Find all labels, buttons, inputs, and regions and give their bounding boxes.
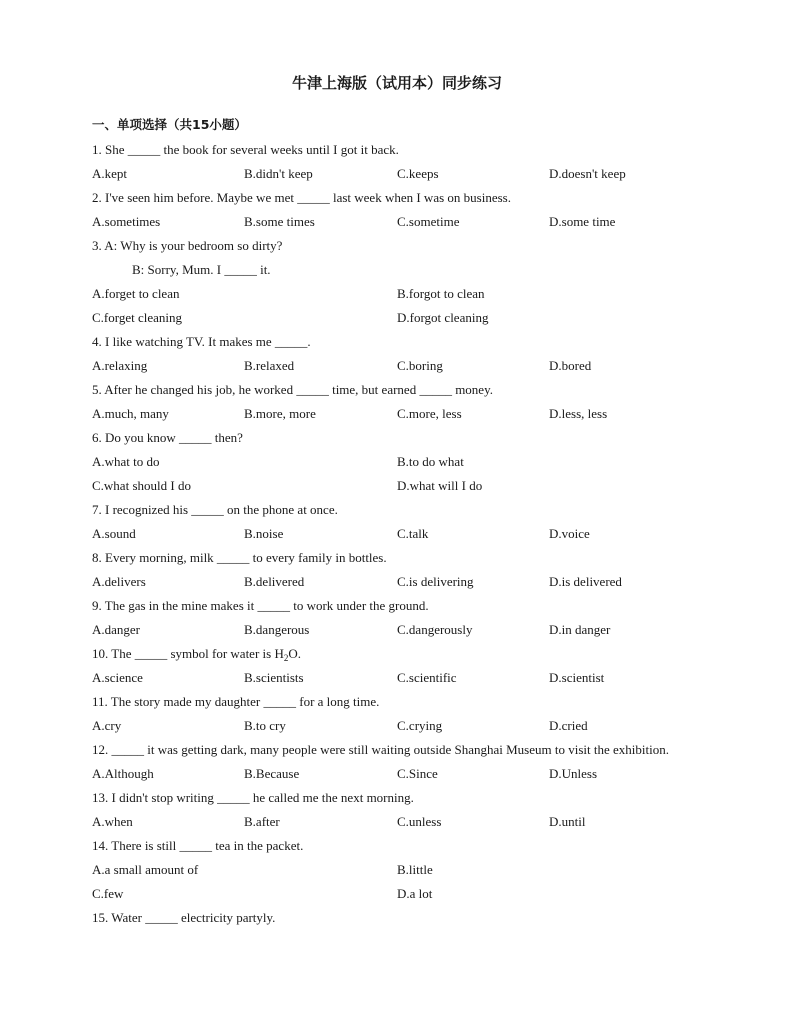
answer-option: B.scientists	[244, 670, 304, 685]
option-row	[92, 570, 732, 594]
answer-option: A.a small amount of	[92, 862, 199, 877]
option-row	[92, 402, 732, 426]
answer-option: D.forgot cleaning	[397, 310, 489, 325]
answer-option: A.what to do	[92, 454, 160, 469]
answer-option: C.few	[92, 886, 124, 901]
option-row	[92, 210, 732, 234]
answer-option: B.to do what	[397, 454, 464, 469]
answer-option: A.delivers	[92, 574, 146, 589]
option-row	[92, 810, 732, 834]
answer-option: C.more, less	[397, 406, 462, 421]
question-text: 7. I recognized his _____ on the phone at once.	[92, 502, 338, 517]
option-row	[92, 522, 732, 546]
question-text: 13. I didn't stop writing _____ he called me the next morning.	[92, 790, 414, 805]
question-stem	[92, 738, 732, 762]
question-list	[92, 138, 732, 930]
answer-option: B.dangerous	[244, 622, 310, 637]
answer-option: C.keeps	[397, 166, 439, 181]
answer-option: C.Since	[397, 766, 438, 781]
question-stem	[92, 330, 732, 354]
answer-option: D.what will I do	[397, 478, 483, 493]
answer-option: A.kept	[92, 166, 128, 181]
answer-option: A.forget to clean	[92, 286, 180, 301]
answer-option: B.didn't keep	[244, 166, 313, 181]
answer-option: C.crying	[397, 718, 443, 733]
option-row	[92, 762, 732, 786]
question-text: 5. After he changed his job, he worked _____ time, but earned _____ money.	[92, 382, 493, 397]
answer-option: C.dangerously	[397, 622, 473, 637]
answer-option: A.science	[92, 670, 143, 685]
question-text: 9. The gas in the mine makes it _____ to work under the ground.	[92, 598, 429, 613]
question-text: 1. She _____ the book for several weeks until I got it back.	[92, 142, 399, 157]
answer-option: B.to cry	[244, 718, 286, 733]
question-text: 8. Every morning, milk _____ to every family in bottles.	[92, 550, 387, 565]
question-text: 14. There is still _____ tea in the packet.	[92, 838, 304, 853]
document-title: 牛津上海版（试用本）同步练习	[291, 74, 502, 92]
question-stem	[92, 834, 732, 858]
answer-option: D.scientist	[549, 670, 605, 685]
answer-option: B.little	[397, 862, 433, 877]
answer-option: C.forget cleaning	[92, 310, 183, 325]
option-row	[92, 450, 732, 474]
answer-option: D.voice	[549, 526, 590, 541]
answer-option: C.sometime	[397, 214, 460, 229]
question-stem	[92, 378, 732, 402]
option-row	[92, 666, 732, 690]
option-row	[92, 882, 732, 906]
answer-option: D.cried	[549, 718, 588, 733]
answer-option: B.some times	[244, 214, 315, 229]
answer-option: A.sometimes	[92, 214, 161, 229]
answer-option: A.Although	[92, 766, 154, 781]
dialogue-line: B: Sorry, Mum. I _____ it.	[132, 262, 271, 277]
section-heading: 一、单项选择（共15小题）	[92, 117, 247, 132]
answer-option: A.sound	[92, 526, 136, 541]
question-text-tail: O.	[288, 646, 301, 661]
option-row	[92, 306, 732, 330]
question-stem	[92, 786, 732, 810]
answer-option: D.in danger	[549, 622, 611, 637]
option-row	[92, 618, 732, 642]
question-stem	[92, 642, 732, 666]
question-stem	[92, 426, 732, 450]
answer-option: B.noise	[244, 526, 284, 541]
question-text: 2. I've seen him before. Maybe we met _____ last week when I was on business.	[92, 190, 511, 205]
option-row	[92, 282, 732, 306]
answer-option: D.some time	[549, 214, 616, 229]
option-row	[92, 354, 732, 378]
question-text: 15. Water _____ electricity partyly.	[92, 910, 276, 925]
question-stem	[92, 690, 732, 714]
question-text: 3. A: Why is your bedroom so dirty?	[92, 238, 283, 253]
question-stem	[92, 186, 732, 210]
answer-option: C.scientific	[397, 670, 457, 685]
answer-option: B.Because	[244, 766, 300, 781]
question-stem	[92, 594, 732, 618]
answer-option: B.more, more	[244, 406, 316, 421]
answer-option: C.unless	[397, 814, 442, 829]
answer-option: D.a lot	[397, 886, 433, 901]
option-row	[92, 858, 732, 882]
answer-option: C.boring	[397, 358, 443, 373]
question-stem	[92, 498, 732, 522]
option-row	[92, 162, 732, 186]
option-row	[92, 714, 732, 738]
answer-option: B.forgot to clean	[397, 286, 485, 301]
answer-option: B.after	[244, 814, 280, 829]
option-row	[92, 474, 732, 498]
answer-option: D.Unless	[549, 766, 598, 781]
answer-option: D.bored	[549, 358, 592, 373]
answer-option: D.less, less	[549, 406, 608, 421]
question-text: 10. The _____ symbol for water is H	[92, 646, 284, 661]
subscript: 2	[283, 653, 289, 663]
question-text: 11. The story made my daughter _____ for a long time.	[92, 694, 380, 709]
question-stem	[92, 138, 732, 162]
answer-option: A.much, many	[92, 406, 169, 421]
question-text: 4. I like watching TV. It makes me _____.	[92, 334, 311, 349]
answer-option: C.is delivering	[397, 574, 474, 589]
question-stem	[92, 546, 732, 570]
question-text: 6. Do you know _____ then?	[92, 430, 243, 445]
answer-option: C.what should I do	[92, 478, 191, 493]
answer-option: B.delivered	[244, 574, 305, 589]
answer-option: D.doesn't keep	[549, 166, 626, 181]
question-stem	[92, 906, 732, 930]
question-stem	[92, 234, 732, 258]
answer-option: A.danger	[92, 622, 141, 637]
answer-option: A.when	[92, 814, 133, 829]
answer-option: A.relaxing	[92, 358, 148, 373]
answer-option: B.relaxed	[244, 358, 295, 373]
answer-option: D.is delivered	[549, 574, 622, 589]
answer-option: C.talk	[397, 526, 429, 541]
answer-option: A.cry	[92, 718, 122, 733]
answer-option: D.until	[549, 814, 586, 829]
question-text: 12. _____ it was getting dark, many people were still waiting outside Shanghai Museum to visit the exhibition.	[92, 742, 669, 757]
